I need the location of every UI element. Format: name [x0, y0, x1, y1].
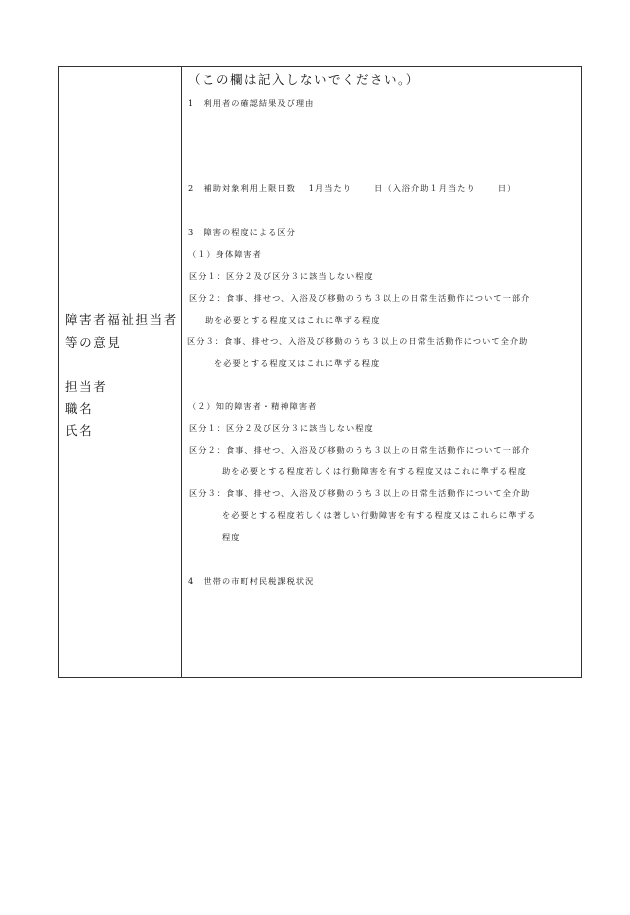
physical-class-2-line1: 区分２：食事、排せつ、入浴及び移動のうち３以上の日常生活動作について一部介	[189, 293, 531, 303]
intellectual-class-3-line2: を必要とする程度若しくは著しい行動障害を有する程度又はこれらに準ずる	[222, 510, 537, 520]
intellectual-class-2-line2: 助を必要とする程度若しくは行動障害を有する程度又はこれに準ずる程度	[222, 466, 527, 476]
person-in-charge-label: 担当者	[65, 379, 108, 394]
opinion-label-line2: 等の意見	[65, 335, 122, 350]
office-use-note: （この欄は記入しないでください。）	[188, 72, 420, 87]
name-label: 氏名	[65, 423, 94, 438]
physical-class-1: 区分１：区分２及び区分３に該当しない程度	[189, 271, 374, 281]
opinion-form-table	[58, 66, 582, 678]
physical-disability-heading: （１）身体障害者	[188, 249, 262, 259]
intellectual-class-3-line3: 程度	[222, 532, 241, 542]
physical-class-2-line2: 助を必要とする程度又はこれに準ずる程度	[205, 315, 381, 325]
intellectual-class-2-line1: 区分２：食事、排せつ、入浴及び移動のうち３以上の日常生活動作について一部介	[189, 445, 531, 455]
job-title-label: 職名	[65, 401, 94, 416]
intellectual-class-1: 区分１：区分２及び区分３に該当しない程度	[189, 423, 374, 433]
section-2-title: 2 補助対象利用上限日数 1月当たり 日（入浴介助１月当たり 日）	[188, 183, 517, 193]
section-3-title: 3 障害の程度による区分	[188, 227, 296, 237]
opinion-label-line1: 障害者福祉担当者	[65, 312, 178, 327]
section-1-title: 1 利用者の確認結果及び理由	[188, 98, 315, 108]
intellectual-class-3-line1: 区分３：食事、排せつ、入浴及び移動のうち３以上の日常生活動作について全介助	[189, 488, 531, 498]
label-column	[59, 67, 181, 677]
physical-class-3-line1: 区分３：食事、排せつ、入浴及び移動のうち３以上の日常生活動作について全介助	[187, 336, 529, 346]
content-column	[182, 67, 581, 677]
intellectual-mental-heading: （２）知的障害者・精神障害者	[188, 401, 318, 411]
physical-class-3-line2: を必要とする程度又はこれに準ずる程度	[214, 358, 381, 368]
section-4-title: 4 世帯の市町村民税課税状況	[188, 576, 315, 586]
